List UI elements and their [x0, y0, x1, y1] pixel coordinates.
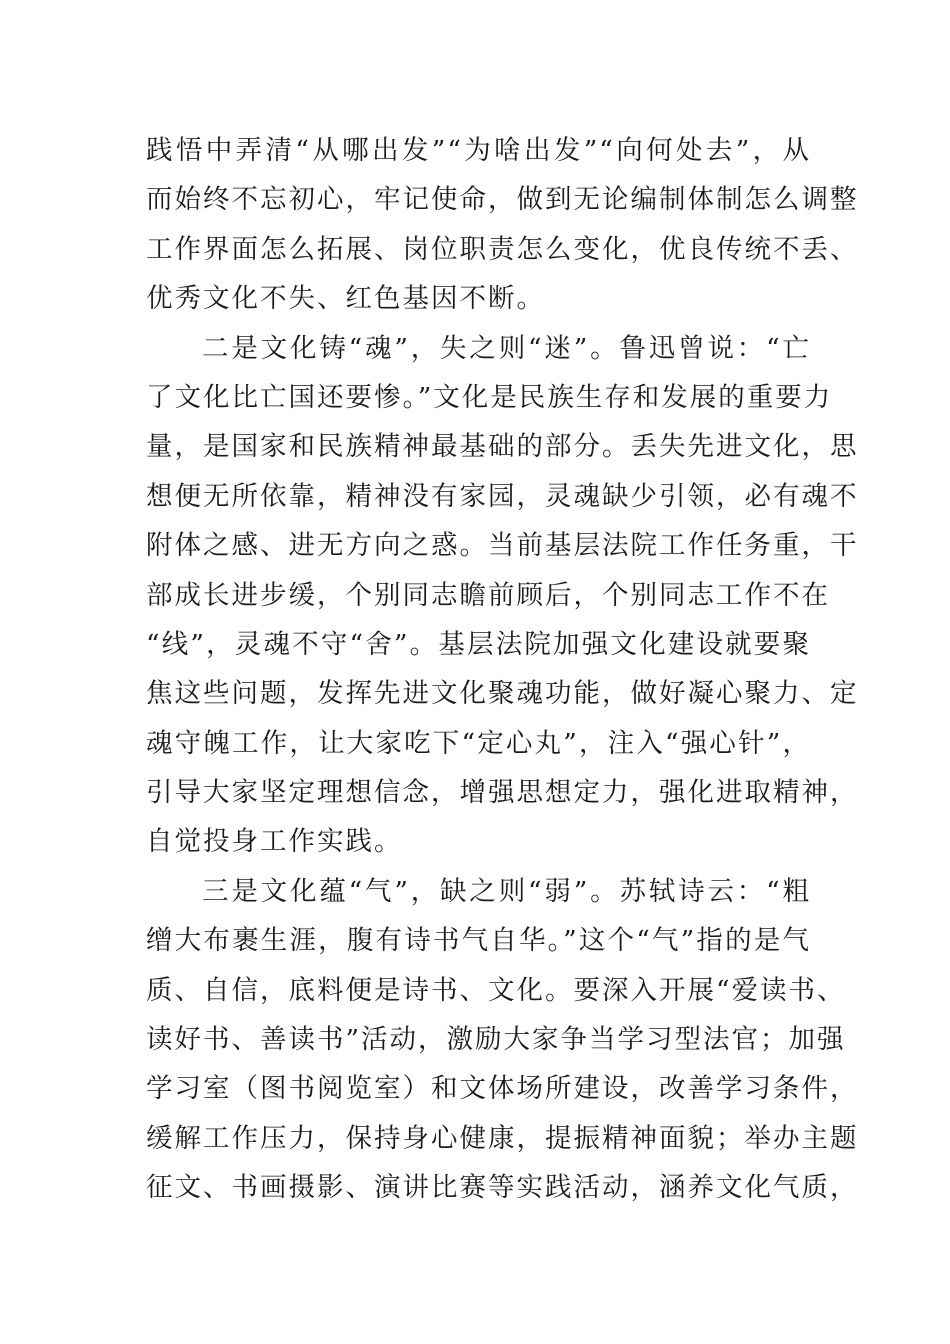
text-line: 引导大家坚定理想信念，增强思想定力，强化进取精神， — [146, 777, 859, 809]
text-line: 魂守魄工作，让大家吃下“定心丸”，注入“强心针”， — [146, 727, 811, 759]
text-line: 焦这些问题，发挥先进文化聚魂功能，做好凝心聚力、定 — [146, 678, 859, 710]
text-line: 量，是国家和民族精神最基础的部分。丢失先进文化，思 — [146, 431, 859, 463]
text-line: 了文化比亡国还要惨。”文化是民族生存和发展的重要力 — [146, 381, 833, 413]
body-text — [146, 126, 859, 1213]
text-line: 学习室（图书阅览室）和文体场所建设，改善学习条件， — [146, 1073, 859, 1105]
text-line: 读好书、善读书”活动，激励大家争当学习型法官；加强 — [146, 1024, 846, 1056]
text-line: 部成长进步缓，个别同志瞻前顾后，个别同志工作不在 — [146, 579, 830, 611]
text-line: 质、自信，底料便是诗书、文化。要深入开展“爱读书、 — [146, 974, 846, 1006]
text-line: 附体之感、进无方向之惑。当前基层法院工作任务重，干 — [146, 530, 859, 562]
text-line: 自觉投身工作实践。 — [146, 826, 403, 858]
text-line: 想便无所依靠，精神没有家园，灵魂缺少引领，必有魂不 — [146, 480, 859, 512]
text-line: 工作界面怎么拓展、岗位职责怎么变化，优良传统不丢、 — [146, 233, 859, 265]
text-line: “线”，灵魂不守“舍”。基层法院加强文化建设就要聚 — [146, 628, 811, 660]
text-line: 而始终不忘初心，牢记使命，做到无论编制体制怎么调整 — [146, 184, 859, 216]
text-line: 征文、书画摄影、演讲比赛等实践活动，涵养文化气质， — [146, 1172, 859, 1204]
text-line: 优秀文化不失、红色基因不断。 — [146, 283, 545, 315]
text-line: 践悟中弄清“从哪出发”“为啥出发”“向何处去”，从 — [146, 135, 811, 166]
text-line: 缓解工作压力，保持身心健康，提振精神面貌；举办主题 — [146, 1122, 859, 1154]
text-line: 缯大布裹生涯，腹有诗书气自华。”这个“气”指的是气 — [146, 925, 811, 957]
paragraph-start-line: 三是文化蕴“气”，缺之则“弱”。苏轼诗云：“粗 — [202, 875, 811, 907]
paragraph-start-line: 二是文化铸“魂”，失之则“迷”。鲁迅曾说：“亡 — [202, 332, 811, 364]
